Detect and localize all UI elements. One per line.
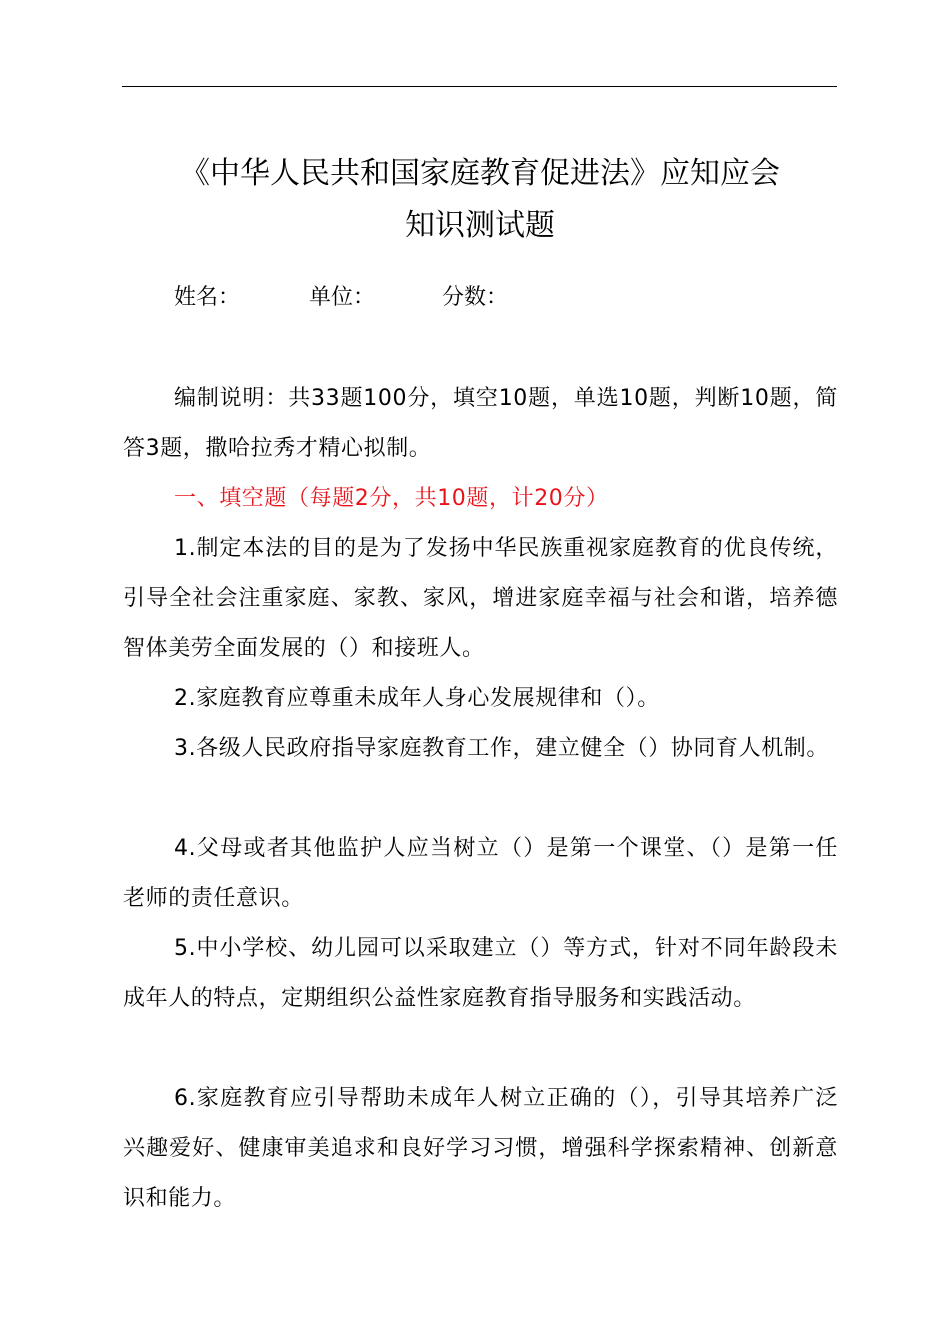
section-heading: 一、填空题（每题2分，共10题，计20分） [174, 486, 609, 511]
question-6: 6.家庭教育应引导帮助未成年人树立正确的（），引导其培养广泛兴趣爱好、健康审美追求和良好学习习惯，增强科学探索精神、创新意识和能力。 [123, 1086, 838, 1211]
unit-label: 单位： [309, 285, 376, 310]
question-1: 1.制定本法的目的是为了发扬中华民族重视家庭教育的优良传统，引导全社会注重家庭、家教、家风，增进家庭幸福与社会和谐，培养德智体美劳全面发展的（）和接班人。 [123, 536, 838, 661]
question-3: 3.各级人民政府指导家庭教育工作，建立健全（）协同育人机制。 [174, 736, 829, 761]
title-line-2: 知识测试题 [405, 208, 555, 243]
score-label: 分数： [442, 285, 509, 310]
title-line-1: 《中华人民共和国家庭教育促进法》应知应会 [180, 156, 780, 191]
question-2: 2.家庭教育应尊重未成年人身心发展规律和（）。 [174, 686, 660, 711]
document-title [120, 148, 840, 252]
question-4: 4.父母或者其他监护人应当树立（）是第一个课堂、（）是第一任老师的责任意识。 [123, 836, 838, 911]
question-5: 5.中小学校、幼儿园可以采取建立（）等方式，针对不同年龄段未成年人的特点，定期组织公益性家庭教育指导服务和实践活动。 [123, 936, 838, 1011]
name-label: 姓名： [174, 285, 241, 310]
info-line [174, 280, 508, 316]
header-rule [122, 86, 837, 87]
compilation-note: 编制说明：共33题100分，填空10题，单选10题，判断10题，简答3题，撒哈拉秀才精心拟制。 [123, 386, 838, 461]
